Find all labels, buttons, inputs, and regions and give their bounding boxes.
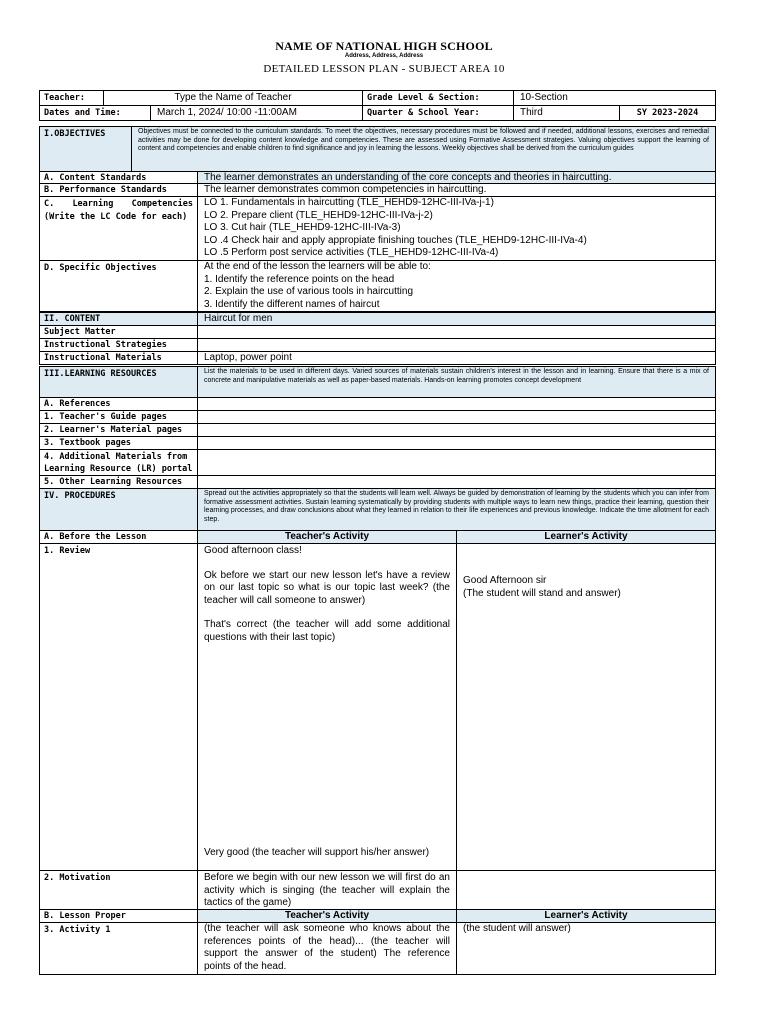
teacher-activity-header-2: Teacher's Activity: [197, 909, 457, 923]
textbook-value: [197, 436, 716, 450]
other-resources-value: [197, 475, 716, 489]
lc-item: LO 1. Fundamentals in haircutting (TLE_HEHD9-12HC-III-IVa-j-1): [204, 197, 494, 208]
teachers-guide-value: [197, 410, 716, 424]
teacher-activity-header: Teacher's Activity: [197, 530, 457, 544]
learners-material-value: [197, 423, 716, 437]
content-standards-value: The learner demonstrates an understanding of the core concepts and theories in haircutting.: [197, 171, 716, 184]
specific-item: 1. Identify the reference points on the head: [204, 273, 395, 285]
review-learner-greeting: Good Afternoon sir: [463, 575, 547, 586]
references-value: [197, 397, 716, 411]
activity-1-label: 3. Activity 1: [39, 922, 198, 975]
subject-matter-label: Subject Matter: [39, 325, 198, 339]
lc-item: LO .5 Perform post service activities (TLE_HEHD9-12HC-III-IVa-4): [204, 247, 499, 258]
specific-item: 3. Identify the different names of haircut: [204, 298, 380, 310]
specific-objectives-list: [197, 260, 716, 312]
teacher-label: Teacher:: [39, 90, 104, 106]
activity-1-learner-activity: (the student will answer): [456, 922, 716, 975]
content-value: Haircut for men: [197, 312, 716, 326]
objectives-note: Objectives must be connected to the curriculum standards. To meet the objectives, necessary procedures must be followed and if needed, additional lessons, exercises and remedial activities may be done for developing content knowledge and competencies. These are assessed using Formative Assessment strategies. Valuing objectives support the learning of content and competencies and enable children to find significance and joy in learning the lessons. Weekly objectives shall be derived from the curriculum guides: [131, 126, 716, 172]
quarter-value: Third: [513, 105, 620, 121]
specific-item: 2. Explain the use of various tools in haircutting: [204, 286, 414, 297]
dates-value: March 1, 2024/ 10:00 -11:00AM: [150, 105, 363, 121]
motivation-learner-activity: [456, 870, 716, 910]
lesson-proper-label: B. Lesson Proper: [39, 909, 198, 923]
review-greeting: Good afternoon class!: [204, 545, 302, 556]
learners-material-label: 2. Learner's Material pages: [39, 423, 198, 437]
review-teacher-activity: [197, 543, 457, 871]
subject-matter-value: [197, 325, 716, 339]
review-praise: Very good (the teacher will support his/her answer): [204, 847, 430, 858]
specific-item: At the end of the lesson the learners will be able to:: [204, 261, 431, 272]
quarter-label: Quarter & School Year:: [362, 105, 514, 121]
dates-label: Dates and Time:: [39, 105, 151, 121]
procedures-label: IV. PROCEDURES: [39, 488, 198, 531]
learning-competencies-list: [197, 196, 716, 261]
before-lesson-label: A. Before the Lesson: [39, 530, 198, 544]
lr-portal-label: 4. Additional Materials from Learning Resource (LR) portal: [39, 449, 198, 476]
lc-item: LO .4 Check hair and apply appropiate finishing touches (TLE_HEHD9-12HC-III-IVa-4): [204, 234, 587, 246]
learning-competencies-label: C. Learning Competencies (Write the LC Code for each): [39, 196, 198, 261]
references-label: A. References: [39, 397, 198, 411]
instructional-materials-label: Instructional Materials: [39, 351, 198, 365]
content-label: II. CONTENT: [39, 312, 198, 326]
grade-value: 10-Section: [513, 90, 716, 106]
learner-activity-header-2: Learner's Activity: [456, 909, 716, 923]
other-resources-label: 5. Other Learning Resources: [39, 475, 198, 489]
plan-title: DETAILED LESSON PLAN - SUBJECT AREA 10: [263, 63, 505, 75]
review-followup: That's correct (the teacher will add some additional questions with their last topic): [204, 619, 450, 643]
learning-resources-note: List the materials to be used in different days. Varied sources of materials sustain children's interest in the lesson and in learning. Ensure that there is a mix of concrete and manipulative materials as well as paper-based materials. Hands-on learning promotes concept development: [197, 366, 716, 398]
school-year: SY 2023-2024: [619, 105, 716, 121]
motivation-teacher-activity: Before we begin with our new lesson we will first do an activity which is singing (the teacher will explain the tactics of the game): [197, 870, 457, 910]
learner-activity-header: Learner's Activity: [456, 530, 716, 544]
teachers-guide-label: 1. Teacher's Guide pages: [39, 410, 198, 424]
review-learner-activity: [456, 543, 716, 871]
instructional-materials-value: Laptop, power point: [197, 351, 716, 365]
procedures-note: Spread out the activities appropriately so that the students will learn well. Always be guided by demonstration of learning by the students which you can infer from formative assessment activities. Sustain learning systematically by providing students with multiple ways to learn new things, practice their learning, question their learning processes, and draw conclusions about what they learned in relation to their life experiences and previous knowledge. Indicate the time allotment for each step.: [197, 488, 716, 531]
review-question: Ok before we start our new lesson let's have a review on our last topic so what is our topic last week? (the teacher will call someone to answer): [204, 569, 450, 606]
teacher-value: Type the Name of Teacher: [103, 90, 363, 106]
review-learner-answer: (The student will stand and answer): [463, 587, 621, 599]
school-address: Address, Address, Address: [344, 53, 424, 59]
learning-resources-label: III.LEARNING RESOURCES: [39, 366, 198, 398]
lc-item: LO 2. Prepare client (TLE_HEHD9-12HC-III-IVa-j-2): [204, 209, 433, 221]
review-label: 1. Review: [39, 543, 198, 871]
instructional-strategies-label: Instructional Strategies: [39, 338, 198, 352]
instructional-strategies-value: [197, 338, 716, 352]
content-standards-label: A. Content Standards: [39, 171, 198, 184]
motivation-label: 2. Motivation: [39, 870, 198, 910]
activity-1-teacher-activity: (the teacher will ask someone who knows about the references points of the head)... (the teacher will support the answer of the student) The reference points of the head.: [197, 922, 457, 975]
performance-standards-label: B. Performance Standards: [39, 183, 198, 197]
school-name: NAME OF NATIONAL HIGH SCHOOL: [275, 39, 493, 53]
objectives-label: I.OBJECTIVES: [39, 126, 132, 172]
performance-standards-value: The learner demonstrates common competencies in haircutting.: [197, 183, 716, 197]
lr-portal-value: [197, 449, 716, 476]
lc-item: LO 3. Cut hair (TLE_HEHD9-12HC-III-IVa-3): [204, 222, 401, 233]
textbook-label: 3. Textbook pages: [39, 436, 198, 450]
grade-label: Grade Level & Section:: [362, 90, 514, 106]
specific-objectives-label: D. Specific Objectives: [39, 260, 198, 312]
